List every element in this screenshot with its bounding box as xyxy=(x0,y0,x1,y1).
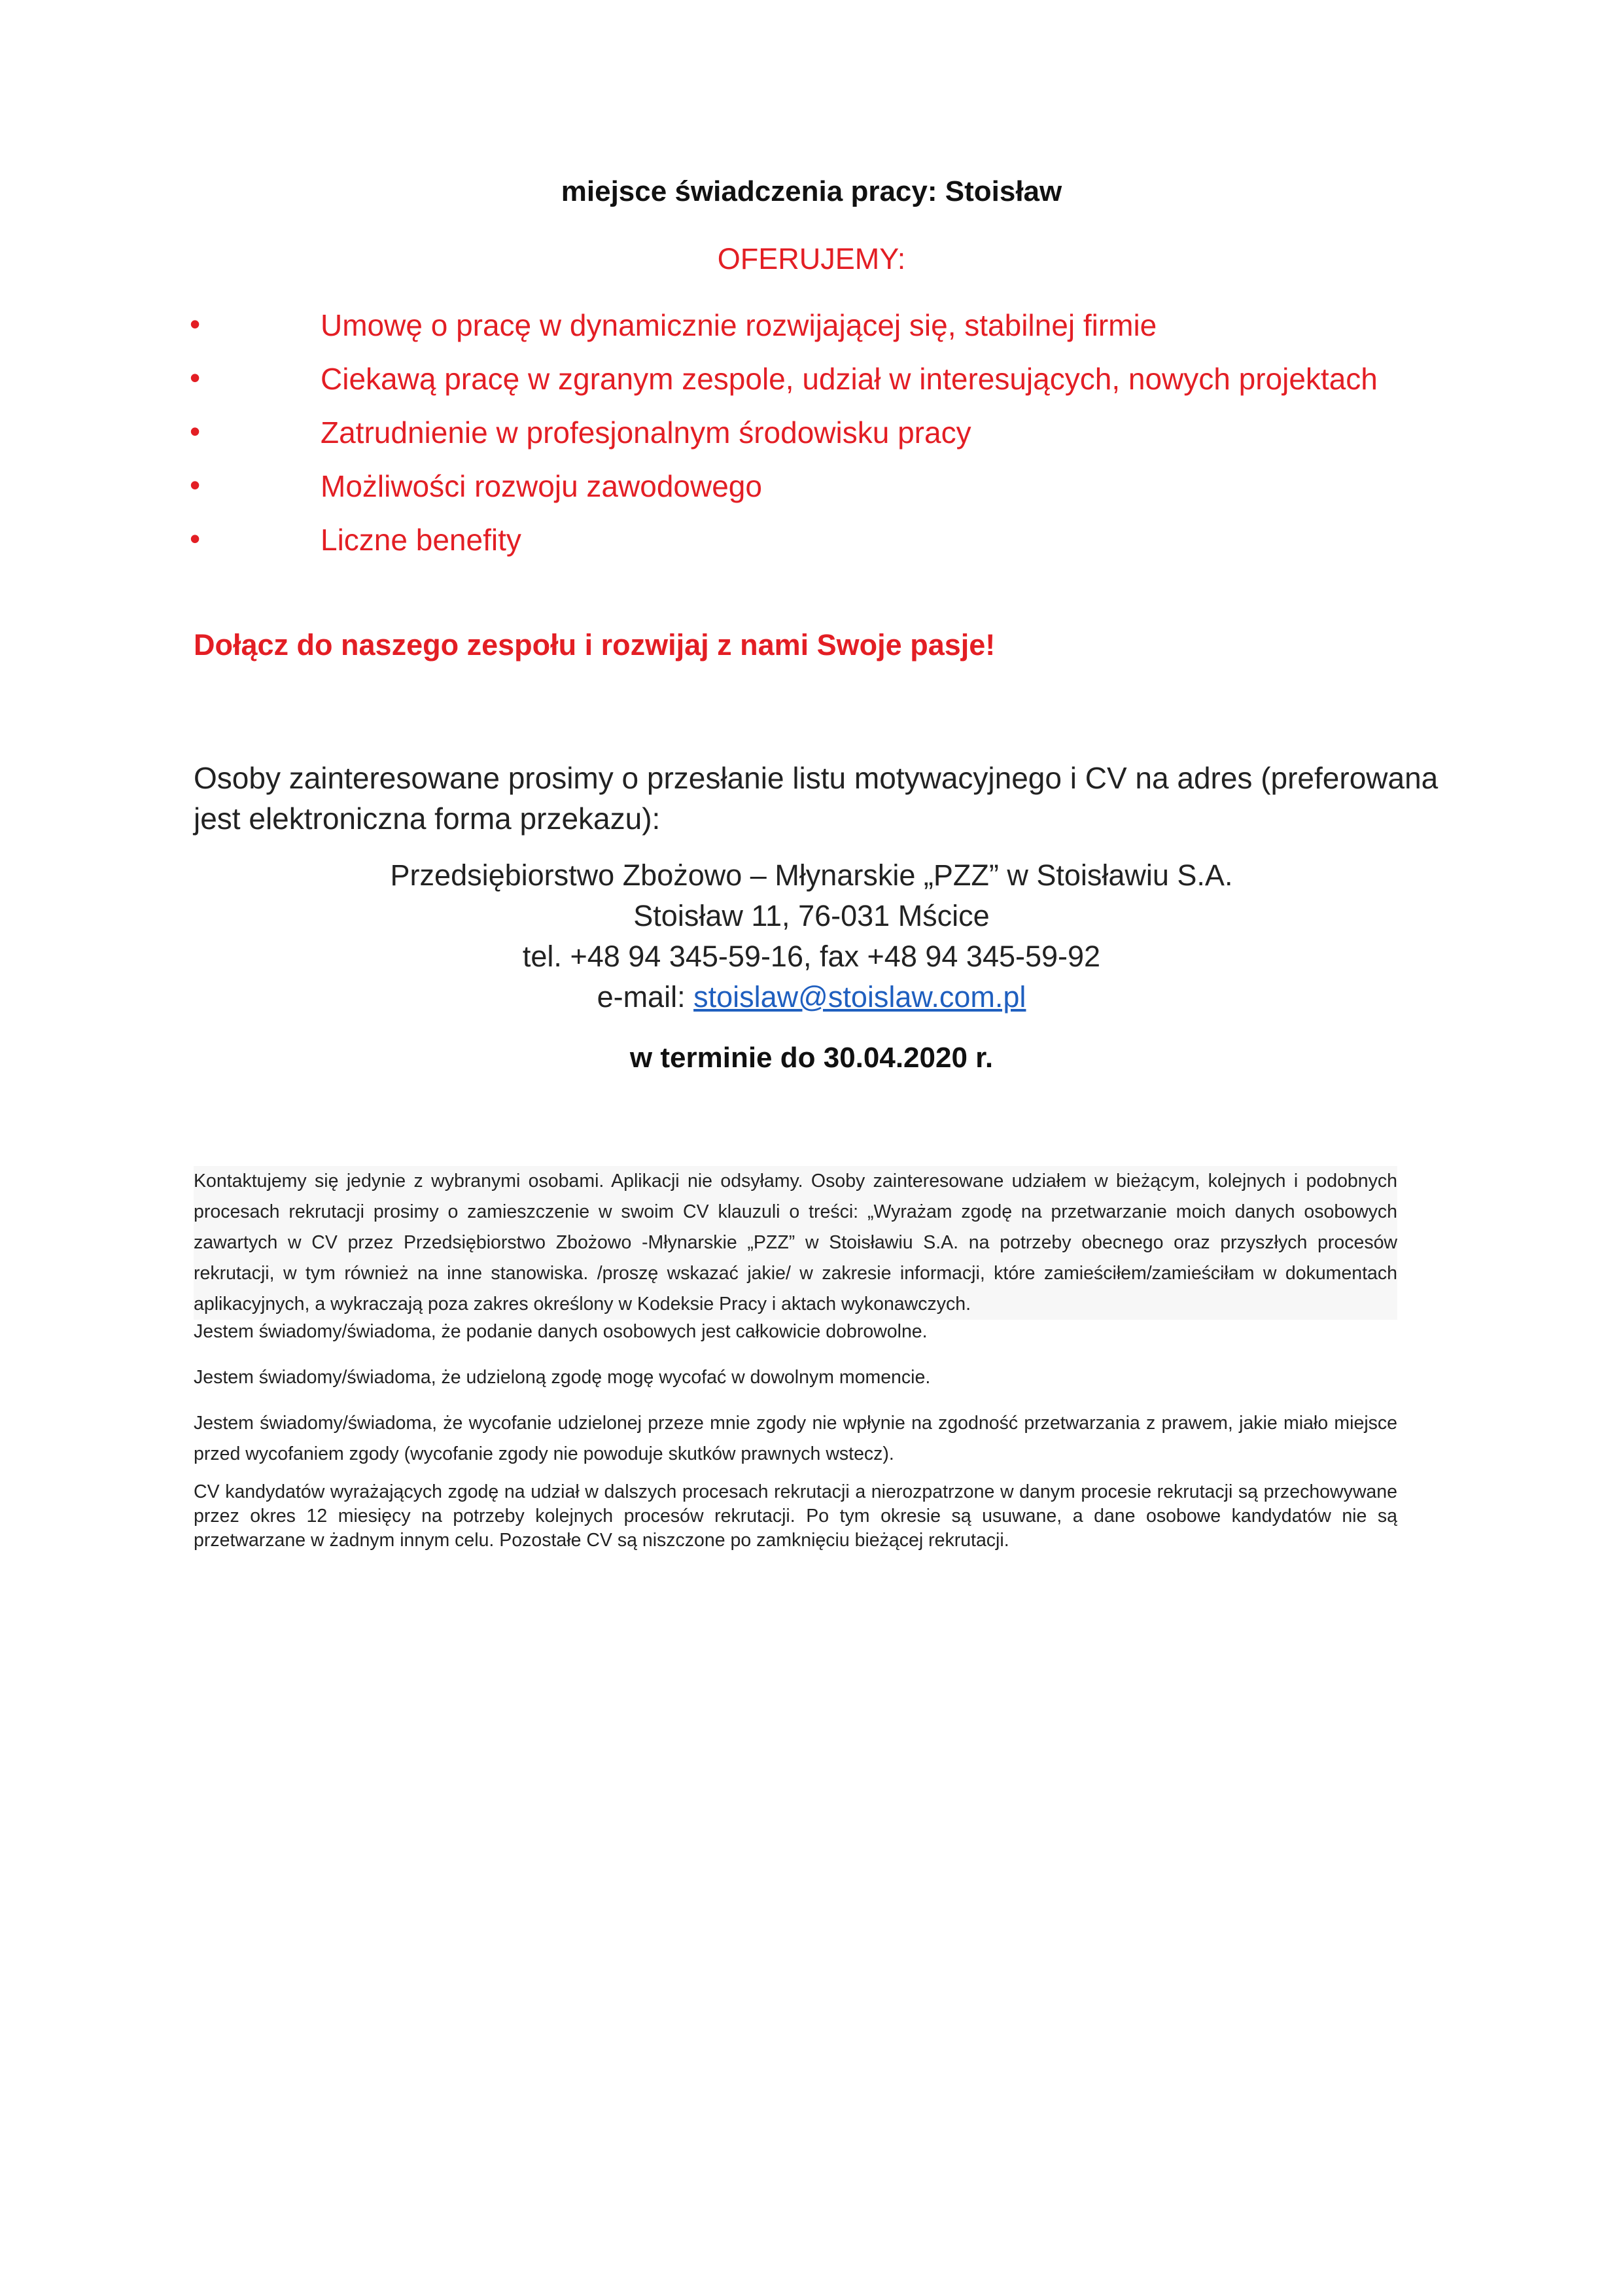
company-street: Stoisław 11, 76-031 Mścice xyxy=(633,899,990,932)
company-email-line xyxy=(0,980,1623,1014)
bullet-icon: • xyxy=(190,521,201,556)
offer-item-text: Ciekawą pracę w zgranym zespole, udział w interesujących, nowych projektach xyxy=(321,362,1378,396)
application-deadline: w terminie do 30.04.2020 r. xyxy=(629,1042,994,1074)
bullet-icon: • xyxy=(190,414,201,448)
company-name: Przedsiębiorstwo Zbożowo – Młynarskie „PZZ” w Stoisławiu S.A. xyxy=(390,858,1233,892)
consent-paragraph: Jestem świadomy/świadoma, że udzieloną zgodę mogę wycofać w dowolnym momencie. xyxy=(194,1367,931,1388)
consent-paragraph: CV kandydatów wyrażających zgodę na udział w dalszych procesach rekrutacji a nierozpatrzone w danym procesie rekrutacji są przechowywane przez okres 12 miesięcy na potrzeby kolejnych procesów rekrutacji. Po tym okresie są usuwane, a dane osobowe kandydatów nie są przetwarzane w żadnym innym celu. Pozostałe CV są niszczone po zamknięciu bieżącej rekrutacji. xyxy=(194,1481,1397,1551)
bullet-icon: • xyxy=(190,361,201,395)
bullet-icon: • xyxy=(190,468,201,502)
company-phone-fax: tel. +48 94 345-59-16, fax +48 94 345-59-92 xyxy=(522,940,1101,973)
offer-heading: OFERUJEMY: xyxy=(717,242,906,275)
location-title: miejsce świadczenia pracy: Stoisław xyxy=(561,175,1062,207)
offer-item-text: Możliwości rozwoju zawodowego xyxy=(321,469,762,503)
offer-item-text: Umowę o pracę w dynamicznie rozwijającej się, stabilnej firmie xyxy=(321,308,1157,342)
join-team-text: Dołącz do naszego zespołu i rozwijaj z nami Swoje pasje! xyxy=(194,628,996,662)
offer-item-text: Liczne benefity xyxy=(321,523,521,557)
invitation-text: Osoby zainteresowane prosimy o przesłanie listu motywacyjnego i CV na adres (preferowana jest elektroniczna forma przekazu): xyxy=(194,761,1439,836)
bullet-icon: • xyxy=(190,307,201,341)
consent-paragraph: Kontaktujemy się jedynie z wybranymi osobami. Aplikacji nie odsyłamy. Osoby zainteresowane udziałem w bieżącym, kolejnych i podobnych procesach rekrutacji prosimy o zamieszczenie w swoim CV klauzuli o treści: „Wyrażam zgodę na przetwarzanie moich danych osobowych zawartych w CV przez Przedsiębiorstwo Zbożowo -Młynarskie „PZZ” w Stoisławiu S.A. na potrzeby obecnego oraz przyszłych procesów rekrutacji, w tym również na inne stanowiska. /proszę wskazać jakie/ w zakresie informacji, które zamieściłem/zamieściłam w dokumentach aplikacyjnych, a wykraczają poza zakres określony w Kodeksie Pracy i aktach wykonawczych. xyxy=(194,1166,1397,1320)
email-label: e-mail: xyxy=(597,980,694,1014)
consent-paragraph: Jestem świadomy/świadoma, że podanie danych osobowych jest całkowicie dobrowolne. xyxy=(194,1321,928,1342)
offer-item-text: Zatrudnienie w profesjonalnym środowisku pracy xyxy=(321,415,971,450)
consent-paragraph: Jestem świadomy/świadoma, że wycofanie udzielonej przeze mnie zgody nie wpłynie na zgodność przetwarzania z prawem, jakie miało miejsce przed wycofaniem zgody (wycofanie zgody nie powoduje skutków prawnych wstecz). xyxy=(194,1413,1397,1464)
email-link[interactable]: stoislaw@stoislaw.com.pl xyxy=(693,980,1026,1014)
